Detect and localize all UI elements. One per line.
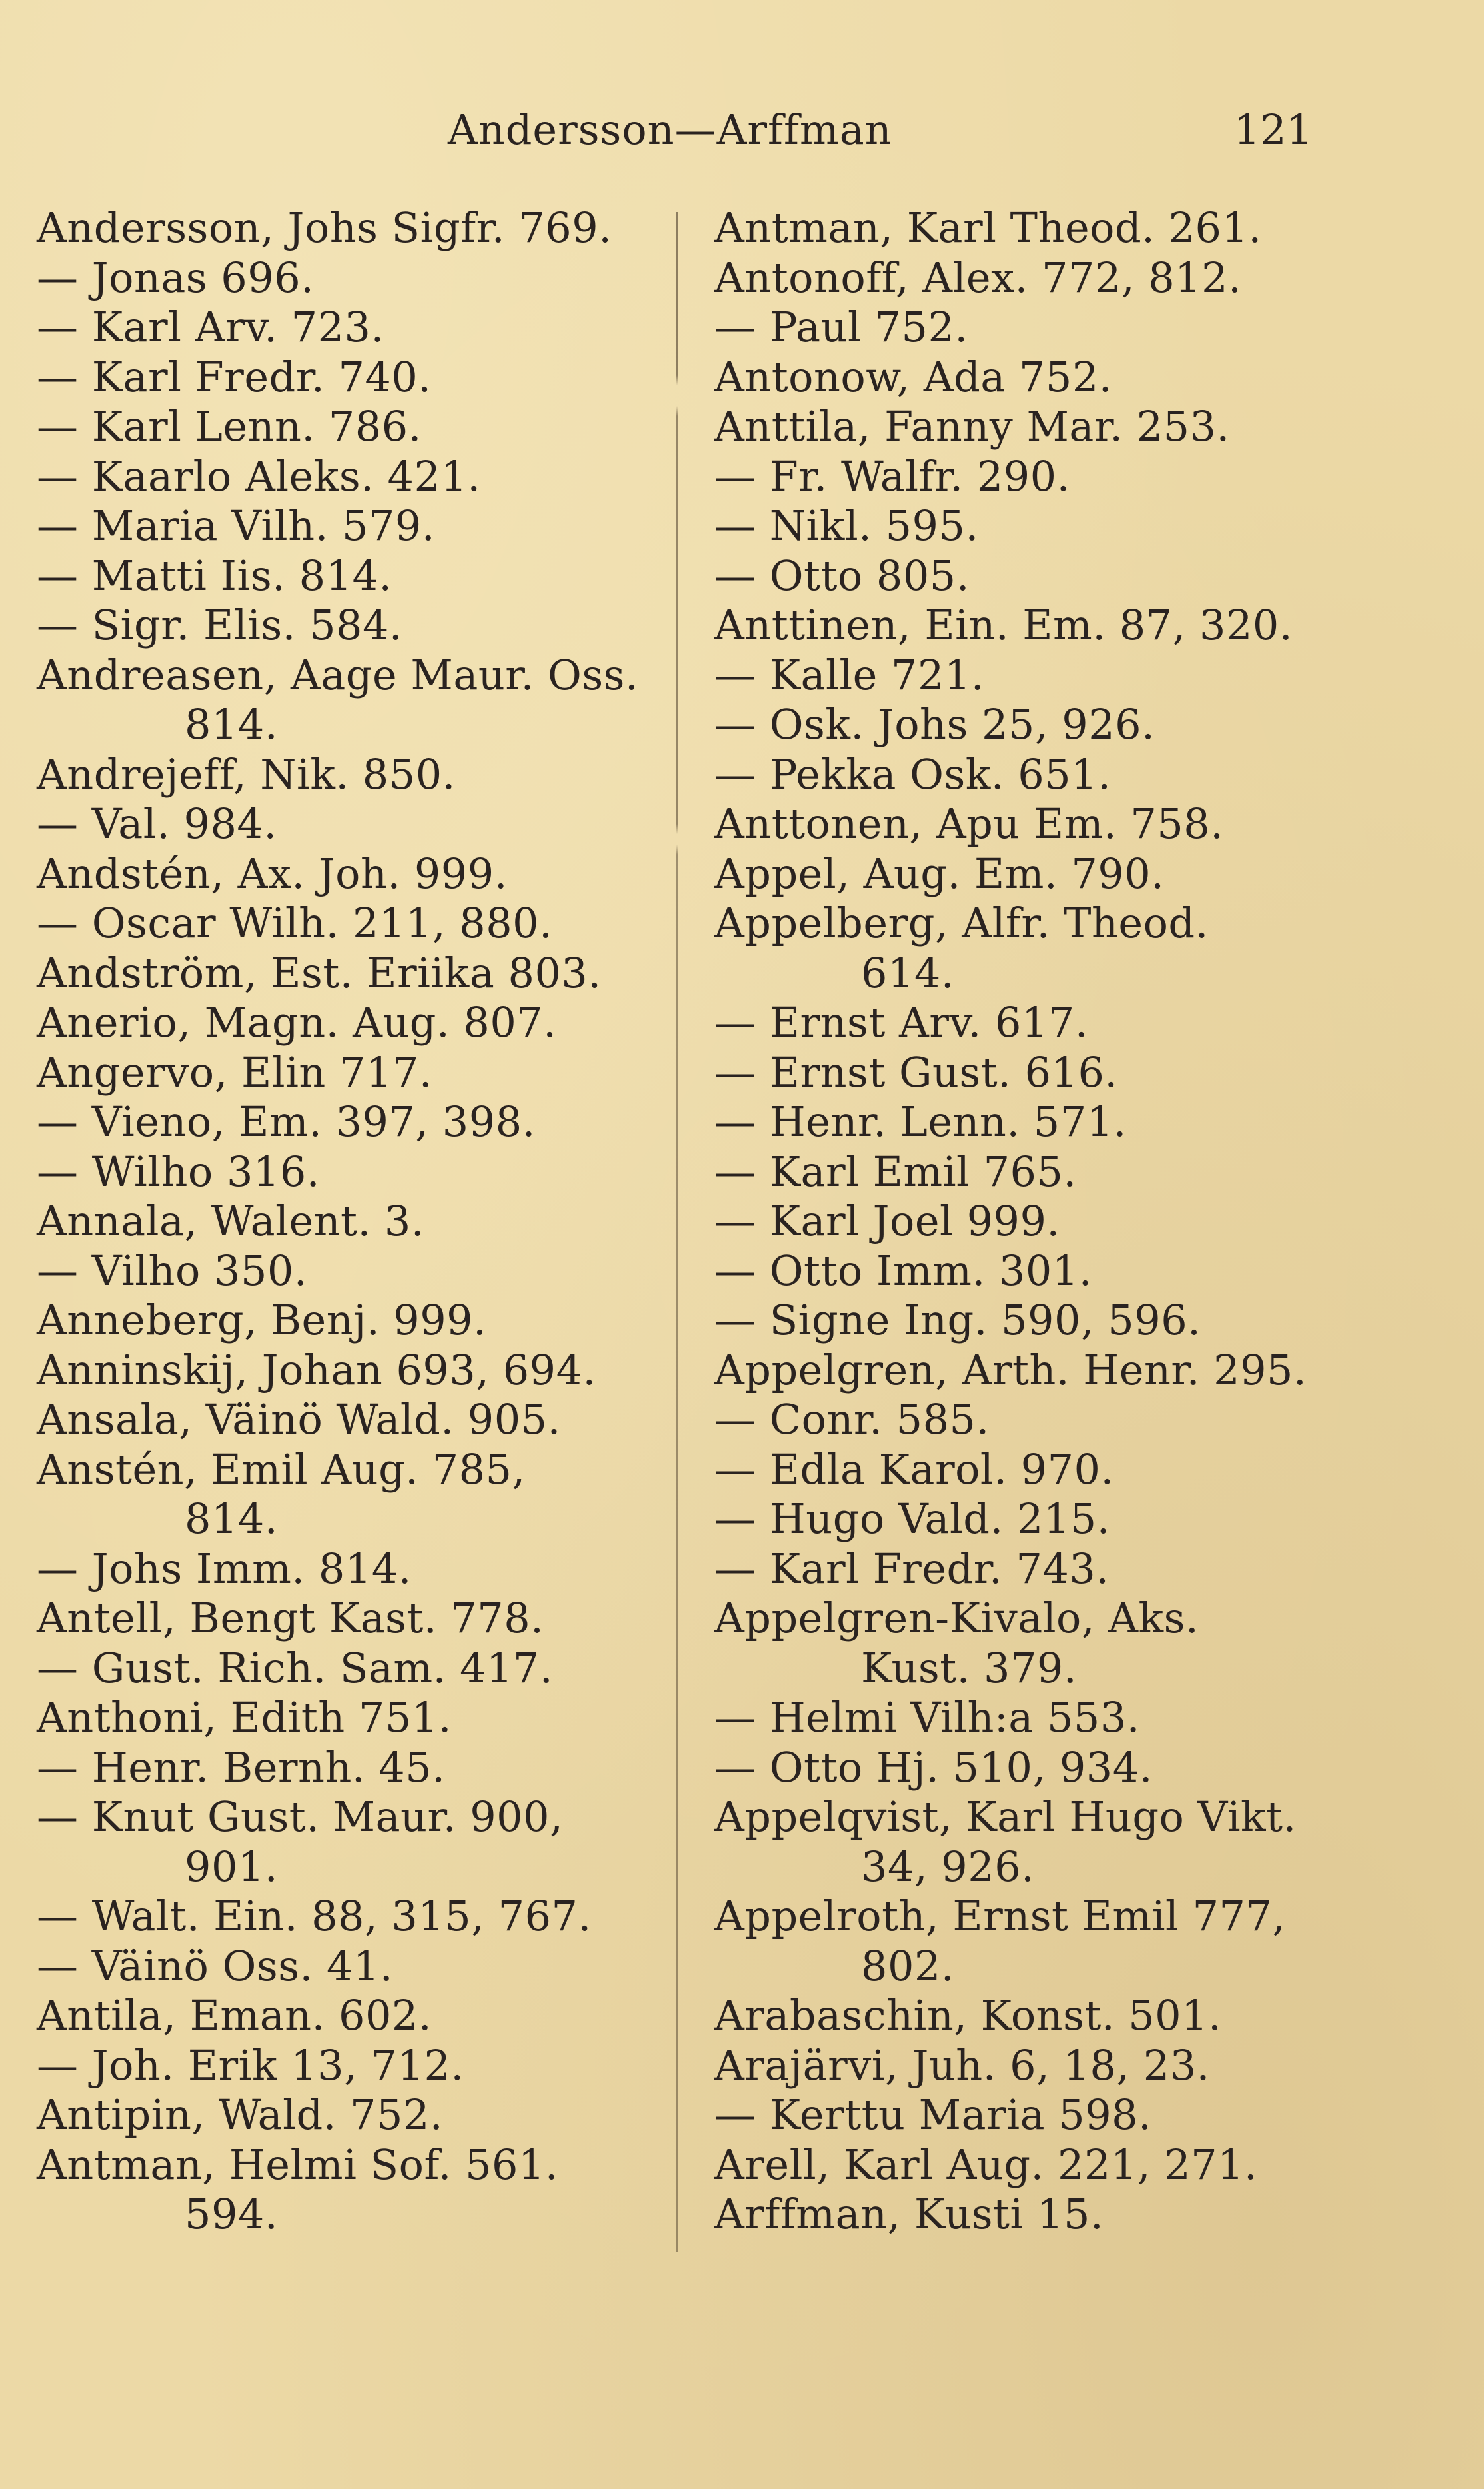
directory-entry: Antipin, Wald. 752. [37, 2090, 444, 2139]
directory-entry: Anerio, Magn. Aug. 807. [37, 998, 557, 1047]
directory-entry: — Vilho 350. [37, 1246, 308, 1295]
directory-entry: Appelqvist, Karl Hugo Vikt. [714, 1792, 1297, 1841]
directory-entry: Appel, Aug. Em. 790. [714, 849, 1165, 898]
directory-entry: — Wilho 316. [37, 1147, 321, 1196]
directory-entry: Andstén, Ax. Joh. 999. [37, 849, 508, 898]
directory-entry: — Helmi Vilh:a 553. [714, 1693, 1141, 1742]
directory-entry: Anttila, Fanny Mar. 253. [714, 402, 1230, 451]
directory-entry: Appelgren, Arth. Henr. 295. [714, 1345, 1307, 1394]
directory-entry: — Kaarlo Aleks. 421. [37, 451, 481, 501]
right-column [714, 203, 1354, 2240]
directory-entry: — Jonas 696. [37, 253, 315, 302]
directory-entry: Appelroth, Ernst Emil 777, [714, 1892, 1286, 1940]
directory-entry: — Hugo Vald. 215. [714, 1494, 1110, 1543]
directory-entry: Anthoni, Edith 751. [37, 1693, 452, 1742]
directory-entry: Antman, Helmi Sof. 561. [37, 2140, 559, 2189]
directory-entry: — Otto Hj. 510, 934. [714, 1742, 1153, 1792]
directory-entry: — Signe Ing. 590, 596. [714, 1296, 1201, 1344]
directory-entry: — Oscar Wilh. 211, 880. [37, 899, 553, 947]
directory-entry: Anttonen, Apu Em. 758. [714, 799, 1224, 848]
directory-entry: — Sigr. Elis. 584. [37, 601, 403, 649]
directory-entry: Appelberg, Alfr. Theod. [714, 899, 1209, 947]
directory-entry: — Matti Iis. 814. [37, 551, 392, 600]
left-column [37, 203, 656, 2240]
directory-entry: — Väinö Oss. 41. [37, 1941, 394, 1990]
directory-entry: Appelgren-Kivalo, Aks. [714, 1594, 1199, 1642]
directory-entry: — Otto Imm. 301. [714, 1246, 1092, 1295]
page-number: 121 [1233, 105, 1313, 154]
directory-entry: — Henr. Bernh. 45. [37, 1742, 446, 1792]
directory-entry: — Maria Vilh. 579. [37, 501, 436, 550]
directory-entry: — Karl Fredr. 740. [37, 352, 432, 401]
directory-entry: — Johs Imm. 814. [37, 1544, 412, 1593]
directory-entry: — Gust. Rich. Sam. 417. [37, 1643, 554, 1692]
directory-entry: Antila, Eman. 602. [37, 1991, 432, 2040]
directory-entry: Ansala, Väinö Wald. 905. [37, 1395, 561, 1444]
directory-entry: — Vieno, Em. 397, 398. [37, 1097, 536, 1146]
directory-entry: — Nikl. 595. [714, 501, 979, 550]
directory-entry: — Paul 752. [714, 303, 968, 351]
page-header [0, 100, 1484, 160]
entry-continuation: 814. [185, 1494, 279, 1543]
directory-entry: Andrejeff, Nik. 850. [37, 749, 456, 799]
entry-continuation: 34, 926. [861, 1842, 1035, 1891]
directory-entry: Anneberg, Benj. 999. [37, 1296, 487, 1344]
entry-continuation: 802. [861, 1941, 955, 1990]
directory-entry: Antonow, Ada 752. [714, 352, 1113, 401]
running-title: Andersson—Arffman [448, 105, 892, 154]
directory-entry: Andreasen, Aage Maur. Oss. [37, 650, 639, 699]
directory-entry: Antman, Karl Theod. 261. [714, 203, 1262, 252]
entry-continuation: 814. [185, 700, 279, 749]
directory-entry: — Ernst Gust. 616. [714, 1047, 1118, 1097]
directory-entry: — Karl Arv. 723. [37, 303, 384, 351]
directory-entry: — Otto 805. [714, 551, 970, 600]
directory-entry: — Conr. 585. [714, 1395, 990, 1444]
directory-entry: — Joh. Erik 13, 712. [37, 2040, 464, 2090]
entry-continuation: 594. [185, 2190, 279, 2238]
directory-entry: Andersson, Johs Sigfr. 769. [37, 203, 612, 252]
directory-entry: — Val. 984. [37, 799, 277, 848]
directory-entry: Andström, Est. Eriika 803. [37, 948, 602, 997]
directory-entry: Angervo, Elin 717. [37, 1047, 433, 1097]
directory-entry: Arabaschin, Konst. 501. [714, 1991, 1222, 2040]
directory-entry: — Karl Lenn. 786. [37, 402, 422, 451]
directory-entry: Arell, Karl Aug. 221, 271. [714, 2140, 1258, 2189]
directory-entry: Arajärvi, Juh. 6, 18, 23. [714, 2040, 1210, 2090]
directory-entry: — Fr. Walfr. 290. [714, 451, 1070, 501]
directory-entry: — Karl Fredr. 743. [714, 1544, 1110, 1593]
directory-entry: — Osk. Johs 25, 926. [714, 700, 1155, 749]
directory-entry: — Edla Karol. 970. [714, 1444, 1114, 1494]
directory-entry: — Karl Joel 999. [714, 1197, 1060, 1245]
directory-entry: Antonoff, Alex. 772, 812. [714, 253, 1242, 302]
directory-entry: — Karl Emil 765. [714, 1147, 1077, 1196]
directory-entry: — Knut Gust. Maur. 900, [37, 1792, 564, 1841]
directory-entry: — Walt. Ein. 88, 315, 767. [37, 1892, 592, 1940]
directory-entry: — Ernst Arv. 617. [714, 998, 1089, 1047]
entry-continuation: Kust. 379. [861, 1643, 1078, 1692]
directory-entry: Annala, Walent. 3. [37, 1197, 425, 1245]
column-divider [676, 212, 678, 2252]
directory-entry: — Henr. Lenn. 571. [714, 1097, 1127, 1146]
entry-continuation: 901. [185, 1842, 279, 1891]
directory-entry: — Kalle 721. [714, 650, 985, 699]
directory-entry: — Kerttu Maria 598. [714, 2090, 1152, 2139]
directory-entry: Anninskij, Johan 693, 694. [37, 1345, 596, 1394]
directory-entry: Anttinen, Ein. Em. 87, 320. [714, 601, 1293, 649]
directory-entry: — Pekka Osk. 651. [714, 749, 1112, 799]
directory-entry: Antell, Bengt Kast. 778. [37, 1594, 544, 1642]
directory-entry: Arffman, Kusti 15. [714, 2190, 1104, 2238]
entry-continuation: 614. [861, 948, 955, 997]
directory-entry: Anstén, Emil Aug. 785, [37, 1444, 526, 1494]
